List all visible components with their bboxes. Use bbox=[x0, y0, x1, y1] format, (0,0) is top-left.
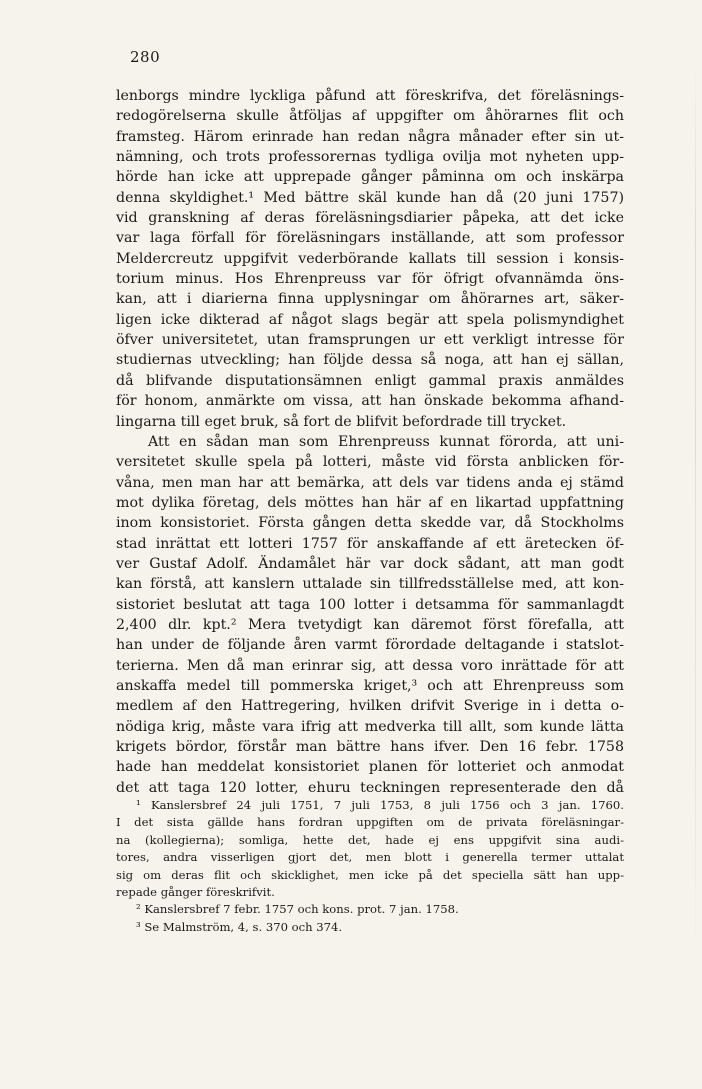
body-line: torium minus. Hos Ehrenpreuss var för öfrigt ofvannämda öns- bbox=[116, 271, 624, 288]
footnotes bbox=[116, 797, 624, 936]
body-line: redogörelserna skulle åtföljas af uppgifter om åhörarnes flit och bbox=[116, 108, 624, 125]
body-line: hörde han icke att upprepade gånger påminna om och inskärpa bbox=[116, 169, 624, 186]
footnote-line: ¹ Kanslersbref 24 juli 1751, 7 juli 1753, 8 juli 1756 och 3 jan. 1760. bbox=[136, 798, 624, 812]
body-line: sistoriet beslutat att taga 100 lotter i detsamma för sammanlagdt bbox=[116, 596, 624, 613]
footnote-line: na (kollegierna); somliga, hette det, hade ej ens uppgifvit sina audi- bbox=[116, 832, 624, 847]
body-line: krigets bördor, förstår man bättre hans ifver. Den 16 febr. 1758 bbox=[116, 739, 624, 755]
body-line: han under de följande åren varmt förordade deltagande i statslot- bbox=[116, 637, 624, 654]
body-text bbox=[116, 86, 624, 798]
footnote-line: ² Kanslersbref 7 febr. 1757 och kons. prot. 7 jan. 1758. bbox=[136, 902, 459, 917]
body-line: anskaffa medel till pommerska kriget,³ och att Ehrenpreuss som bbox=[116, 677, 624, 694]
body-line: nämning, och trots professorernas tydliga ovilja mot nyheten upp- bbox=[116, 149, 624, 166]
footnote-line: ³ Se Malmström, 4, s. 370 och 374. bbox=[136, 919, 343, 934]
body-line: inom konsistoriet. Första gången detta skedde var, då Stockholms bbox=[116, 515, 624, 532]
body-line: ver Gustaf Adolf. Ändamålet här var dock sådant, att man godt bbox=[116, 555, 624, 572]
footnote-line: I det sista gällde hans fordran uppgiften om de privata föreläsningar- bbox=[116, 815, 624, 830]
footnote-line: tores, andra visserligen gjort det, men blott i generella termer uttalat bbox=[116, 850, 624, 865]
body-line: framsteg. Härom erinrade han redan några månader efter sin ut- bbox=[116, 128, 624, 145]
footnote-line: repade gånger föreskrifvit. bbox=[116, 884, 275, 899]
footnote-line: sig om deras flit och skicklighet, men icke på det speciella sätt han upp- bbox=[116, 867, 624, 882]
body-line: lenborgs mindre lyckliga påfund att föreskrifva, det föreläsnings- bbox=[116, 88, 624, 104]
body-line: för honom, anmärkte om vissa, att han önskade bekomma afhand- bbox=[116, 393, 624, 410]
body-line: kan, att i diarierna finna upplysningar om åhörarnes art, säker- bbox=[116, 291, 624, 308]
body-line: medlem af den Hattregering, hvilken drifvit Sverige in i detta o- bbox=[116, 698, 624, 715]
body-line: nödiga krig, måste vara ifrig att medverka till allt, som kunde lätta bbox=[116, 718, 624, 735]
body-line: 2,400 dlr. kpt.² Mera tvetydigt kan däremot först förefalla, att bbox=[116, 616, 624, 633]
body-line: Att en sådan man som Ehrenpreuss kunnat förorda, att uni- bbox=[148, 433, 624, 450]
body-line: hade han meddelat konsistoriet planen för lotteriet och anmodat bbox=[116, 759, 624, 776]
body-line: studiernas utveckling; han följde dessa så noga, att han ej sällan, bbox=[116, 352, 624, 369]
body-line: då blifvande disputationsämnen enligt gammal praxis anmäldes bbox=[116, 372, 624, 389]
body-line: var laga förfall för föreläsningars inställande, att som professor bbox=[116, 230, 624, 247]
body-line: versitetet skulle spela på lotteri, måste vid första anblicken för- bbox=[116, 454, 624, 471]
body-line: terierna. Men då man erinrar sig, att dessa voro inrättade för att bbox=[116, 657, 624, 674]
body-line: våna, men man har att bemärka, att dels var tidens anda ej stämd bbox=[116, 474, 624, 491]
body-line: det att taga 120 lotter, ehuru teckningen representerade den då bbox=[116, 779, 624, 796]
body-line: vid granskning af deras föreläsningsdiarier påpeka, att det icke bbox=[116, 210, 624, 227]
body-line: denna skyldighet.¹ Med bättre skäl kunde han då (20 juni 1757) bbox=[116, 189, 624, 206]
body-line: öfver universitetet, utan framsprungen ur ett verkligt intresse för bbox=[116, 332, 624, 349]
body-line: lingarna till eget bruk, så fort de blifvit befordrade till trycket. bbox=[116, 413, 567, 430]
body-line: stad inrättat ett lotteri 1757 för anskaffande af ett äretecken öf- bbox=[116, 535, 624, 552]
body-line: Meldercreutz uppgifvit vederbörande kallats till session i konsis- bbox=[116, 250, 624, 267]
body-line: mot dylika företag, dels möttes han här af en likartad uppfattning bbox=[116, 494, 624, 511]
body-line: kan förstå, att kanslern uttalade sin tillfredsställelse med, att kon- bbox=[116, 576, 624, 593]
page-edge-shadow bbox=[695, 60, 696, 960]
body-line: ligen icke dikterad af något slags begär att spela polismyndighet bbox=[116, 311, 624, 328]
page-number: 280 bbox=[130, 48, 161, 66]
